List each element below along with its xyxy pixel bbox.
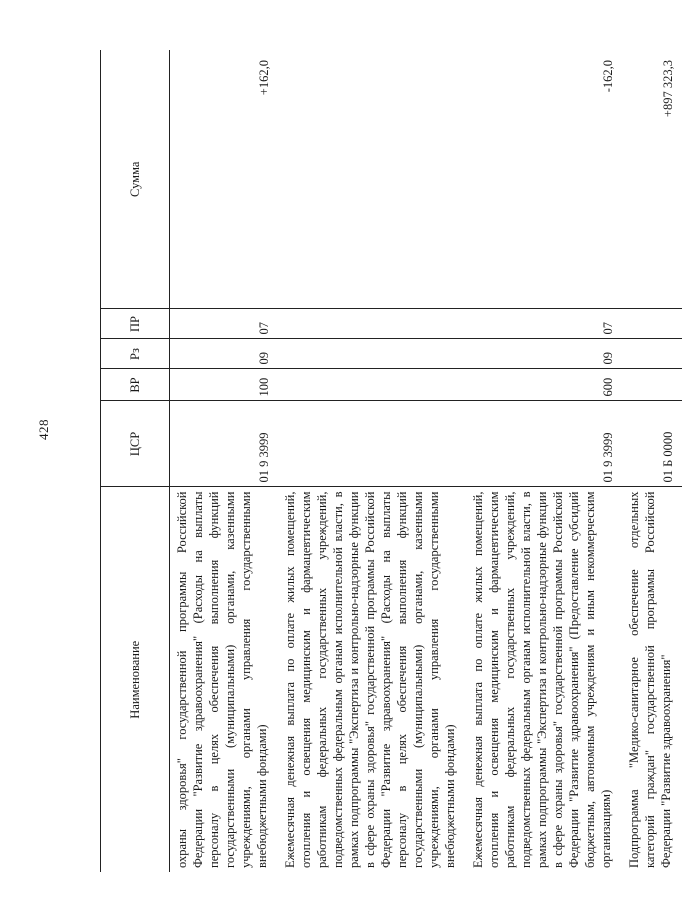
row-pr: [278, 309, 466, 339]
table-row: [466, 50, 622, 872]
row-rz: 09: [170, 339, 279, 369]
row-sum: [278, 50, 466, 309]
row-csr: 01 Б 0000: [622, 401, 682, 487]
row-vr: [622, 369, 682, 401]
row-sum: +897 323,3: [622, 50, 682, 309]
page-number: 428: [36, 419, 51, 440]
row-name: охраны здоровья" государственной программы Российской Федерации "Развитие здравоохранения" (Расходы на выплаты персоналу в целях обеспечения выполнения функций государственными (муниципальными) органами, казенными учреждениями, органами управления государственными внебюджетными фондами): [175, 491, 269, 868]
header-vr: ВР: [101, 369, 170, 401]
table-row: [170, 50, 279, 872]
header-rz: Рз: [101, 339, 170, 369]
row-rz: [278, 339, 466, 369]
table-header-row: [101, 50, 170, 872]
row-name: Ежемесячная денежная выплата по оплате жилых помещений, отопления и освещения медицинским и фармацевтическим работникам федеральных государственных учреждений, подведомственных федеральным органам исполнительной власти, в рамках подпрограммы "Экспертиза и контрольно-надзорные функции в сфере охраны здоровья" государственной программы Российской Федерации "Развитие здравоохранения" (Предоставление субсидий бюджетным, автономным учреждениям и иным некоммерческим организациям): [471, 491, 613, 868]
row-pr: 07: [170, 309, 279, 339]
row-pr: 07: [466, 309, 622, 339]
table-row: [278, 50, 466, 872]
row-rz: 09: [466, 339, 622, 369]
table-row: [622, 50, 682, 872]
budget-table-container: [100, 50, 675, 872]
row-pr: [622, 309, 682, 339]
budget-table: [100, 50, 682, 872]
row-vr: 100: [170, 369, 279, 401]
row-sum: +162,0: [170, 50, 279, 309]
row-vr: 600: [466, 369, 622, 401]
row-name: Ежемесячная денежная выплата по оплате жилых помещений, отопления и освещения медицинским и фармацевтическим работникам федеральных государственных учреждений, подведомственных федеральным органам исполнительной власти, в рамках подпрограммы "Экспертиза и контрольно-надзорные функции в сфере охраны здоровья" государственной программы Российской Федерации "Развитие здравоохранения" (Расходы на выплаты персоналу в целях обеспечения выполнения функций государственными (муниципальными) органами, казенными учреждениями, органами управления государственными внебюджетными фондами): [283, 491, 457, 868]
row-vr: [278, 369, 466, 401]
row-sum: -162,0: [466, 50, 622, 309]
row-csr: 01 9 3999: [170, 401, 279, 487]
header-csr: ЦСР: [101, 401, 170, 487]
header-name: Наименование: [101, 487, 170, 872]
row-name: Подпрограмма "Медико-санитарное обеспечение отдельных категорий граждан" государственной программы Российской Федерации "Развитие здравоохранения": [627, 491, 673, 868]
row-csr: 01 9 3999: [466, 401, 622, 487]
row-rz: [622, 339, 682, 369]
row-csr: [278, 401, 466, 487]
header-pr: ПР: [101, 309, 170, 339]
header-sum: Сумма: [101, 50, 170, 309]
